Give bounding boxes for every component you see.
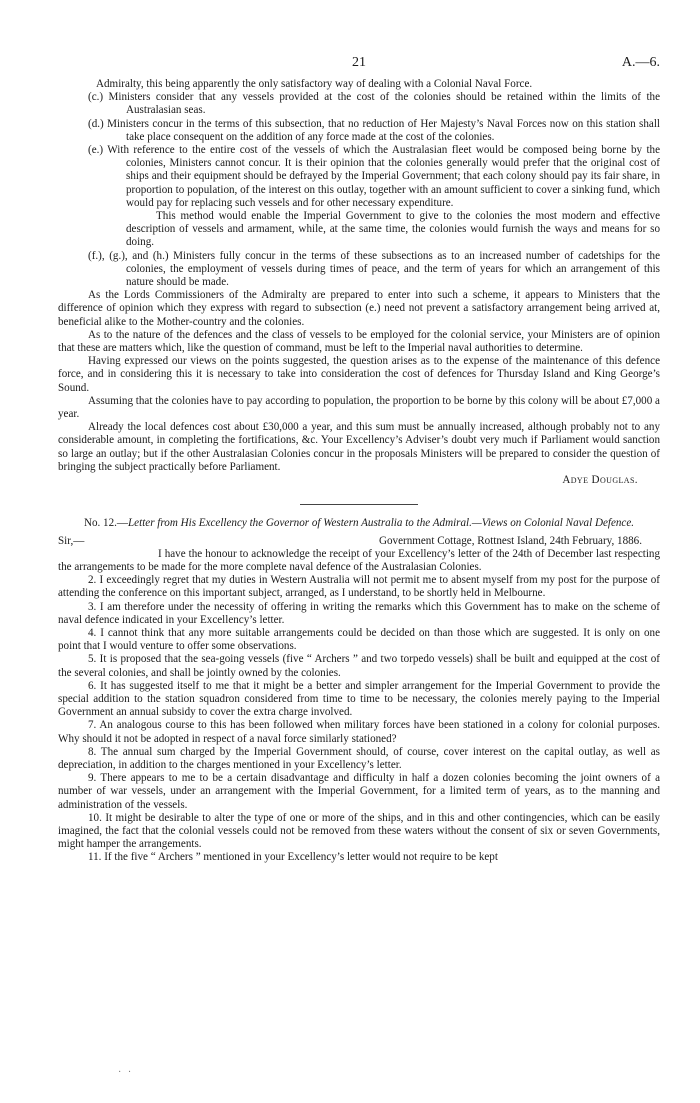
- salutation-line: [58, 535, 660, 548]
- letter-address-date: Government Cottage, Rottnest Island, 24th February, 1886.: [378, 534, 642, 547]
- clause-f-g-h: (f.), (g.), and (h.) Ministers fully concur in the terms of these subsections as to an increased number of cadetships for the colonies, the employment of vessels during times of peace, and the term of years for which an arrangement of this nature should be made.: [88, 249, 660, 289]
- paragraph: Having expressed our views on the points suggested, the question arises as to the expense of the maintenance of this defence force, and in considering this it is necessary to take into consideration the cost of defences for Thursday Island and King George’s Sound.: [58, 355, 660, 394]
- subsection-clauses: [58, 91, 660, 289]
- paragraph: Assuming that the colonies have to pay according to population, the proportion to be borne by this colony will be about £7,000 a year.: [58, 394, 660, 421]
- letter-paragraph: 3. I am therefore under the necessity of offering in writing the remarks which this Government has to make on the scheme of naval defence indicated in your Excellency’s letter.: [58, 600, 660, 626]
- clause-e-continuation: This method would enable the Imperial Government to give to the colonies the most modern and effective description of vessels and armament, while, at the same time, the colonies would furnish the ways and means for so doing.: [126, 210, 660, 249]
- letter-paragraph: 10. It might be desirable to alter the type of one or more of the ships, and in this and other contingencies, which can be easily imagined, the fact that the colonial vessels could not be removed from these waters without the consent of six or seven Governments, might hamper the arrangements.: [58, 811, 660, 851]
- section-divider: [300, 504, 418, 505]
- page-number: 21: [352, 55, 366, 70]
- letter-paragraph: 2. I exceedingly regret that my duties in Western Australia will not permit me to absent myself from my post for the purpose of attending the conference on this important subject, arranged, as I understand, to be shortly held in Melbourne.: [58, 574, 660, 600]
- letter-body: [58, 548, 660, 865]
- letter-paragraph: 8. The annual sum charged by the Imperial Government should, of course, cover interest on the capital outlay, as well as depreciation, in addition to the charges mentioned in your Excellency’s letter.: [58, 745, 660, 771]
- letter-paragraph: I have the honour to acknowledge the receipt of your Excellency’s letter of the 24th of December last respecting the arrangements to be made for the more complete naval defence of the Australasian Colonies.: [58, 547, 660, 573]
- clause-e: (e.) With reference to the entire cost of the vessels of which the Australasian fleet would be composed being borne by the colonies, Ministers cannot concur. It is their opinion that the colonies generally would prefer that the original cost of ships and their equipment should be defrayed by the Imperial Government; that each colony should pay its fair share, in proportion to population, of the interest on this outlay, together with an amount sufficient to cover a sinking fund, which would pay for replacing such vessels and for other necessary expenditure.: [88, 144, 660, 209]
- signature: Adye Douglas.: [562, 474, 638, 487]
- bottom-mark: · ·: [118, 1067, 134, 1078]
- page-header: [58, 56, 660, 78]
- ministers-memorandum: [58, 289, 660, 487]
- letter-paragraph: 4. I cannot think that any more suitable arrangements could be decided on than those which are suggested. It is only on one point that I would venture to offer some observations.: [58, 626, 660, 653]
- letter-paragraph: 5. It is proposed that the sea-going vessels (five “ Archers ” and two torpedo vessels) shall be built and equipped at the cost of the several colonies, and shall be jointly owned by the colonies.: [58, 653, 660, 679]
- clause-d: (d.) Ministers concur in the terms of this subsection, that no reduction of Her Majesty’s Naval Forces now on this station shall take place consequent on the addition of any force made at the cost of the colonies.: [88, 117, 660, 143]
- paragraph: As to the nature of the defences and the class of vessels to be employed for the colonial service, your Ministers are of opinion that these are matters which, like the question of command, must be left to the Imperial naval authorities to determine.: [58, 328, 660, 355]
- letter-heading: [58, 517, 660, 530]
- document-reference: A.—6.: [621, 55, 660, 70]
- letter-title: Letter from His Excellency the Governor of Western Australia to the Admiral.—Views on Colonial Naval Defence.: [128, 517, 635, 530]
- salutation: Sir,—: [58, 534, 85, 547]
- paragraph: As the Lords Commissioners of the Admiralty are prepared to enter into such a scheme, it appears to Ministers that the difference of opinion which they express with regard to subsection (e.) need not prevent a satisfactory arrangement being arrived at, beneficial alike to the Mother-country and the colonies.: [58, 289, 660, 328]
- letter-paragraph: 6. It has suggested itself to me that it might be a better and simpler arrangement for the Imperial Government to provide the special addition to the station squadron considered from time to time to be necessary, the colonies merely paying to the Imperial Government an annual subsidy to cover the extra charge involved.: [58, 679, 660, 719]
- letter-paragraph: 9. There appears to me to be a certain disadvantage and difficulty in half a dozen colonies becoming the joint owners of a number of war vessels, under an arrangement with the Imperial Government, for a limited term of years, as to the manning and administration of the vessels.: [58, 772, 660, 811]
- letter-paragraph: 7. An analogous course to this has been followed when military forces have been stationed in a colony for colonial purposes. Why should it not be adopted in respect of a naval force similarly stationed?: [58, 719, 660, 745]
- paragraph: Already the local defences cost about £30,000 a year, and this sum must be annually increased, although probably not to any considerable amount, in completing the fortifications, &c. Your Excellency’s Adviser’s doubt very much if Parliament would sanction so large an outlay; but if the other Australasian Colonies concur in the proposals Ministers will be prepared to consider the question of bringing the subject practically before Parliament.: [58, 421, 660, 473]
- continued-paragraph: Admiralty, this being apparently the only satisfactory way of dealing with a Colonial Naval Force.: [96, 78, 533, 90]
- clause-c: (c.) Ministers consider that any vessels provided at the cost of the colonies should be retained within the limits of the Australasian seas.: [88, 91, 660, 117]
- letter-paragraph: 11. If the five “ Archers ” mentioned in your Excellency’s letter would not require to be kept: [88, 851, 498, 864]
- letter-number: No. 12.—: [83, 517, 129, 530]
